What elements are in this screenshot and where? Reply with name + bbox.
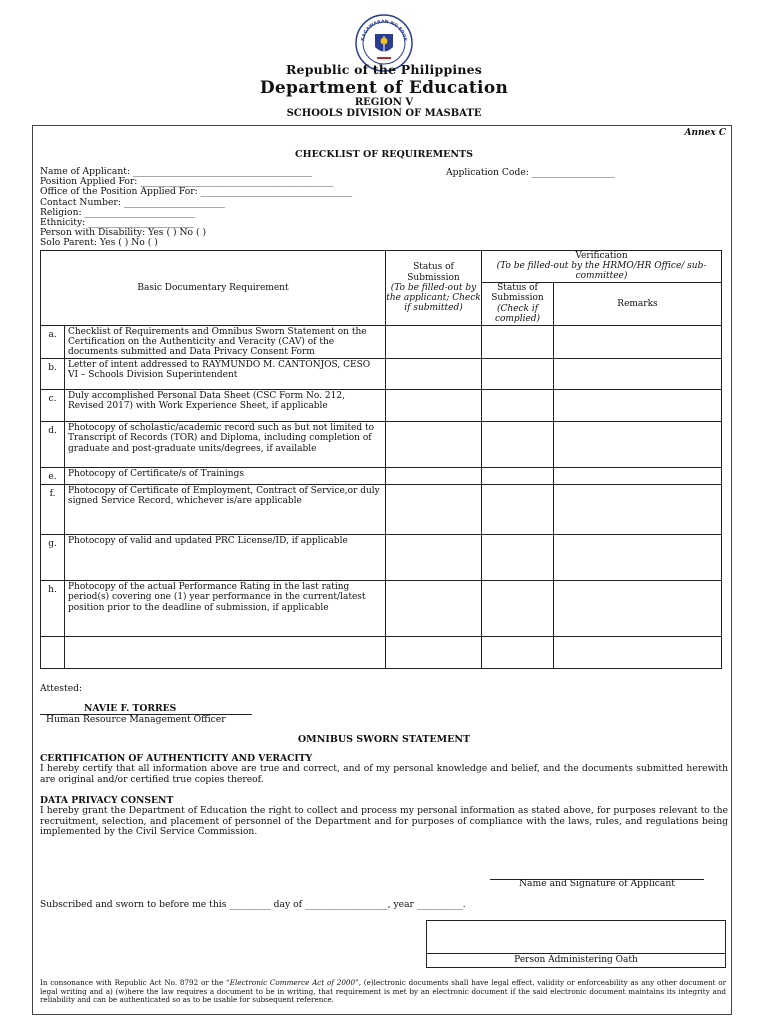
verification-status-cell[interactable] xyxy=(482,468,554,485)
requirement-letter: d. xyxy=(41,422,65,468)
requirement-row xyxy=(41,637,722,669)
republic-heading: Republic of the Philippines xyxy=(285,62,483,77)
remarks-header: Remarks xyxy=(554,282,722,325)
verification-header: Verification (To be filled-out by the HRMO/HR Office/ sub-committee) xyxy=(482,251,722,283)
oath-label: Person Administering Oath xyxy=(427,953,725,967)
requirement-row xyxy=(41,581,722,637)
cav-title: CERTIFICATION OF AUTHENTICITY AND VERACITY xyxy=(40,753,313,764)
requirement-letter: a. xyxy=(41,325,65,359)
requirement-description: Photocopy of scholastic/academic record such as but not limited to Transcript of Records (TOR) and Diploma, including completion of graduate and post-graduate units/degrees, if available xyxy=(65,422,386,468)
verification-status-cell[interactable] xyxy=(482,581,554,637)
contact-field[interactable]: Contact Number: ______________________ xyxy=(40,196,225,208)
requirement-letter: e. xyxy=(41,468,65,485)
applicant-fields xyxy=(40,167,352,249)
privacy-section xyxy=(40,796,728,838)
remarks-cell[interactable] xyxy=(554,422,722,468)
requirement-row xyxy=(41,535,722,581)
applicant-status-cell[interactable] xyxy=(386,359,482,390)
requirement-letter: c. xyxy=(41,390,65,422)
legal-footnote: In consonance with Republic Act No. 8792 or the “Electronic Commerce Act of 2000”, (e)lectronic documents shall have legal effect, validity or enforceability as any other document or legal writing and a) (w)here the law requires a document to be in writing, that requirement is met by an electronic document if the said electronic document maintains its integrity and reliability and can be authenticated so as to be usable for subsequent reference. xyxy=(40,978,726,1005)
remarks-cell[interactable] xyxy=(554,468,722,485)
basic-requirement-header: Basic Documentary Requirement xyxy=(41,251,386,326)
applicant-status-cell[interactable] xyxy=(386,485,482,535)
subscribed-statement[interactable]: Subscribed and sworn to before me this _________ day of __________________, year __________. xyxy=(40,899,466,910)
requirement-row xyxy=(41,485,722,535)
requirement-row xyxy=(41,359,722,390)
remarks-cell[interactable] xyxy=(554,637,722,669)
religion-field[interactable]: Religion: ________________________ xyxy=(40,206,195,218)
department-heading: Department of Education xyxy=(259,78,509,98)
requirement-letter: g. xyxy=(41,535,65,581)
form-title: CHECKLIST OF REQUIREMENTS xyxy=(295,149,473,160)
applicant-signature-label: Name and Signature of Applicant xyxy=(518,878,675,889)
remarks-cell[interactable] xyxy=(554,485,722,535)
requirement-description: Photocopy of the actual Performance Rating in the last rating period(s) covering one (1) year performance in the current/latest position prior to the deadline of submission, if applicable xyxy=(65,581,386,637)
applicant-status-cell[interactable] xyxy=(386,535,482,581)
division-heading: SCHOOLS DIVISION OF MASBATE xyxy=(286,108,482,119)
applicant-status-cell[interactable] xyxy=(386,422,482,468)
applicant-status-cell[interactable] xyxy=(386,581,482,637)
verification-status-cell[interactable] xyxy=(482,422,554,468)
position-field[interactable]: Position Applied For: __________________________________________ xyxy=(40,176,334,188)
office-field[interactable]: Office of the Position Applied For: _________________________________ xyxy=(40,186,353,198)
requirement-description: Photocopy of valid and updated PRC License/ID, if applicable xyxy=(65,535,386,581)
solo-parent-field[interactable]: Solo Parent: Yes ( ) No ( ) xyxy=(40,237,158,249)
requirement-description: Checklist of Requirements and Omnibus Sworn Statement on the Certification on the Authenticity and Veracity (CAV) of the documents submitted and Data Privacy Consent Form xyxy=(65,325,386,359)
remarks-cell[interactable] xyxy=(554,581,722,637)
requirement-row xyxy=(41,390,722,422)
remarks-cell[interactable] xyxy=(554,359,722,390)
verification-status-cell[interactable] xyxy=(482,485,554,535)
status-header: Status of Submission (To be filled-out by the applicant; Check if submitted) xyxy=(386,251,482,326)
privacy-text: I hereby grant the Department of Education the right to collect and process my personal information as stated above, for purposes relevant to the recruitment, selection, and placement of personnel of the Department and for purposes of compliance with the laws, rules, and regulations being implemented by the Civil Service Commission. xyxy=(40,805,728,838)
attested-label: Attested: xyxy=(40,683,83,694)
requirement-description: Letter of intent addressed to RAYMUNDO M. CANTONJOS, CESO VI – Schools Division Superintendent xyxy=(65,359,386,390)
applicant-status-cell[interactable] xyxy=(386,325,482,359)
pwd-field[interactable]: Person with Disability: Yes ( ) No ( ) xyxy=(40,227,207,239)
requirement-description: Duly accomplished Personal Data Sheet (CSC Form No. 212, Revised 2017) with Work Experience Sheet, if applicable xyxy=(65,390,386,422)
remarks-cell[interactable] xyxy=(554,390,722,422)
svg-text:KAGAWARAN NG EDUKASYON: KAGAWARAN NG EDUK xyxy=(361,19,407,42)
requirement-letter: b. xyxy=(41,359,65,390)
application-code-field[interactable]: Application Code: __________________ xyxy=(446,167,615,178)
requirement-description xyxy=(65,637,386,669)
requirement-letter: f. xyxy=(41,485,65,535)
region-heading: REGION V xyxy=(354,97,414,108)
verification-status-cell[interactable] xyxy=(482,390,554,422)
verification-status-cell[interactable] xyxy=(482,637,554,669)
requirement-row xyxy=(41,422,722,468)
requirement-description: Photocopy of Certificate/s of Trainings xyxy=(65,468,386,485)
requirement-description: Photocopy of Certificate of Employment, Contract of Service,or duly signed Service Record, whichever is/are applicable xyxy=(65,485,386,535)
applicant-name-field[interactable]: Name of Applicant: _______________________________________ xyxy=(40,166,313,177)
applicant-status-cell[interactable] xyxy=(386,390,482,422)
cav-section xyxy=(40,754,728,785)
remarks-cell[interactable] xyxy=(554,535,722,581)
hrmo-name: NAVIE F. TORRES xyxy=(84,703,177,714)
omnibus-title: OMNIBUS SWORN STATEMENT xyxy=(297,734,471,745)
requirements-table xyxy=(40,250,722,669)
verification-status-cell[interactable] xyxy=(482,359,554,390)
remarks-cell[interactable] xyxy=(554,325,722,359)
cav-text: I hereby certify that all information above are true and correct, and of my personal knowledge and belief, and the documents submitted herewith are original and/or certified true copies thereof. xyxy=(40,763,728,785)
requirement-row xyxy=(41,468,722,485)
requirement-row xyxy=(41,325,722,359)
hrmo-position: Human Resource Management Officer xyxy=(46,714,226,725)
verification-status-cell[interactable] xyxy=(482,535,554,581)
applicant-status-cell[interactable] xyxy=(386,637,482,669)
ethnicity-field[interactable]: Ethnicity: _______________________ xyxy=(40,217,194,229)
annex-label: Annex C xyxy=(684,128,726,138)
requirement-letter: h. xyxy=(41,581,65,637)
verification-status-header: Status of Submission (Check if complied) xyxy=(482,282,554,325)
verification-status-cell[interactable] xyxy=(482,325,554,359)
oath-signature-box[interactable] xyxy=(426,920,726,968)
applicant-status-cell[interactable] xyxy=(386,468,482,485)
requirement-letter xyxy=(41,637,65,669)
privacy-title: DATA PRIVACY CONSENT xyxy=(40,795,174,806)
